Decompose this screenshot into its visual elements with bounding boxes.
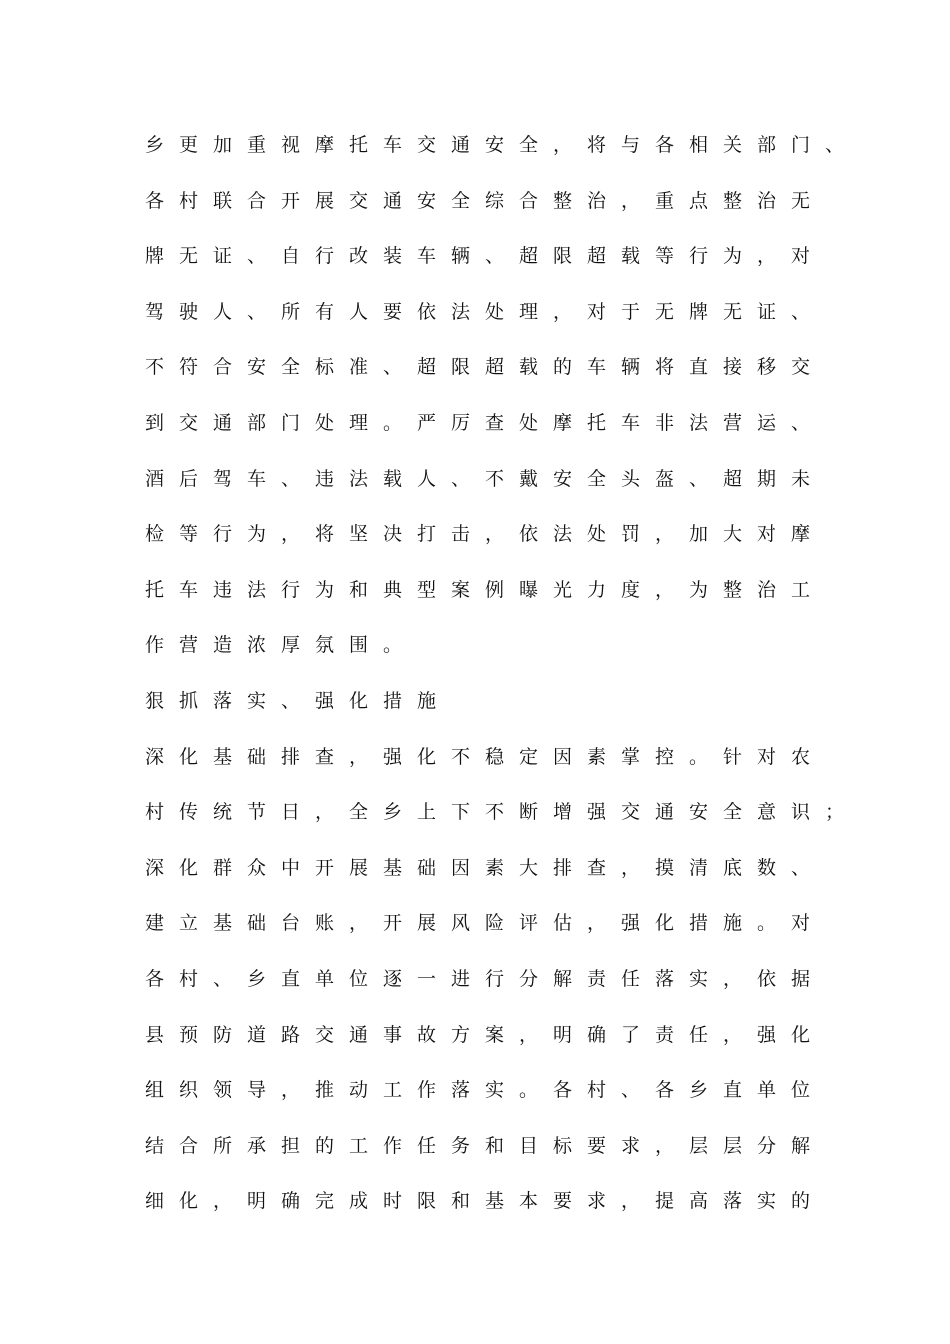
text-line: 深化基础排查，强化不稳定因素掌控。针对农 xyxy=(145,745,826,768)
text-line: 检等行为，将坚决打击，依法处罚，加大对摩 xyxy=(145,523,826,546)
text-line: 到交通部门处理。严厉查处摩托车非法营运、 xyxy=(145,411,826,434)
text-line: 细化，明确完成时限和基本要求，提高落实的 xyxy=(145,1190,826,1213)
text-line: 县预防道路交通事故方案，明确了责任，强化 xyxy=(145,1023,826,1046)
text-line: 各村、乡直单位逐一进行分解责任落实，依据 xyxy=(145,967,826,990)
body-text xyxy=(145,127,860,1239)
text-line: 驾驶人、所有人要依法处理，对于无牌无证、 xyxy=(145,300,826,323)
text-line: 作营造浓厚氛围。 xyxy=(145,634,418,657)
text-line: 牌无证、自行改装车辆、超限超载等行为，对 xyxy=(145,245,826,268)
text-line: 不符合安全标准、超限超载的车辆将直接移交 xyxy=(145,356,826,379)
text-line: 组织领导，推动工作落实。各村、各乡直单位 xyxy=(145,1079,826,1102)
text-line: 深化群众中开展基础因素大排查，摸清底数、 xyxy=(145,856,826,879)
section-heading: 狠抓落实、强化措施 xyxy=(145,689,452,712)
text-line: 建立基础台账，开展风险评估，强化措施。对 xyxy=(145,912,826,935)
text-line: 乡更加重视摩托车交通安全，将与各相关部门、 xyxy=(145,134,860,156)
text-line: 结合所承担的工作任务和目标要求，层层分解 xyxy=(145,1134,826,1157)
text-line: 各村联合开展交通安全综合整治，重点整治无 xyxy=(145,189,826,212)
text-line: 酒后驾车、违法载人、不戴安全头盔、超期未 xyxy=(145,467,826,490)
text-line: 村传统节日，全乡上下不断增强交通安全意识； xyxy=(145,801,860,824)
text-line: 托车违法行为和典型案例曝光力度，为整治工 xyxy=(145,578,826,601)
